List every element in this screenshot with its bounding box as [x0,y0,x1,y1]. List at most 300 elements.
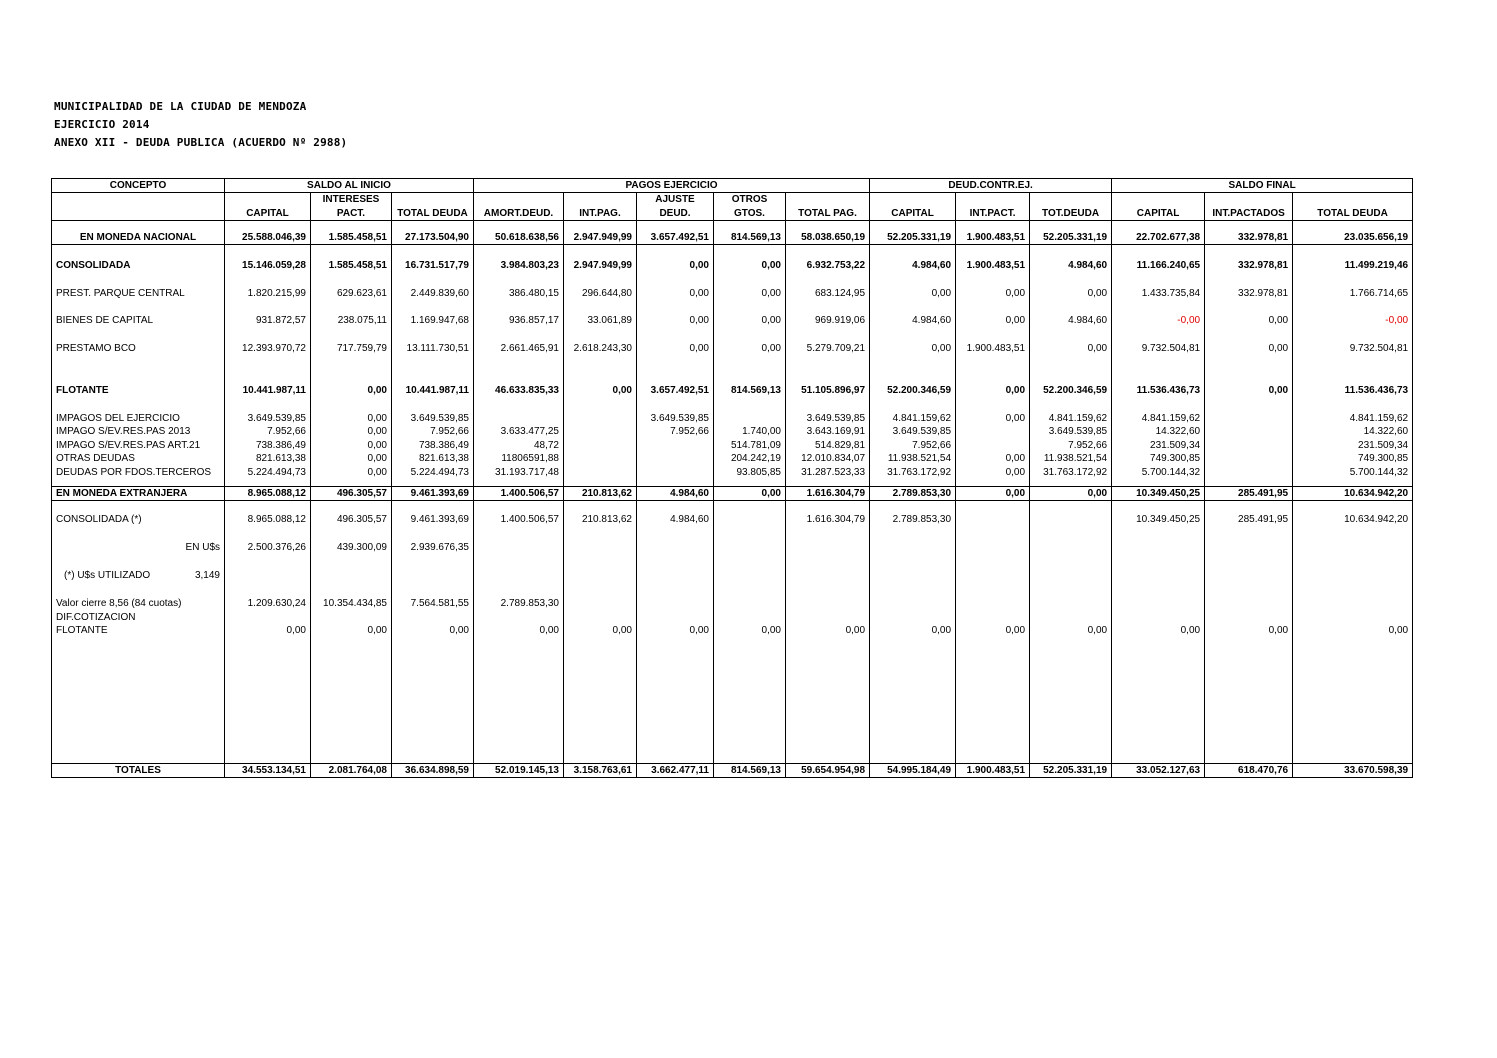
value-cell: 15.146.059,28 [225,259,311,273]
value-cell: 11.938.521,54 [870,452,956,466]
value-cell [1112,569,1205,583]
value-cell: 0,00 [564,384,637,398]
value-cell: 0,00 [956,624,1030,638]
spacer-cell [474,398,564,412]
value-cell: 0,00 [956,384,1030,398]
value-cell: 9.732.504,81 [1112,342,1205,356]
value-cell: 1.585.458,51 [311,231,392,245]
value-cell: 10.354.434,85 [311,597,392,611]
spacer-cell [1205,301,1293,314]
spacer-cell [714,638,786,763]
value-cell: 3.649.539,85 [786,412,870,425]
value-cell [714,597,786,611]
spacer-cell [392,555,474,569]
row-label: TOTALES [52,763,225,777]
value-cell: 31.193.717,48 [474,466,564,479]
table-row [52,193,1413,207]
spacer-cell [564,638,637,763]
value-cell: 4.984,60 [637,486,714,500]
row-bienes [52,314,1413,328]
spacer-cell [1030,555,1112,569]
value-cell [637,597,714,611]
row-label: DEUDAS POR FDOS.TERCEROS [52,466,225,479]
value-cell: -0,00 [1293,314,1413,328]
group-header-saldo-inicio: SALDO AL INICIO [225,179,474,193]
value-cell [786,541,870,555]
spacer-cell [714,479,786,486]
value-cell: 25.588.046,39 [225,231,311,245]
value-cell: 3.649.539,85 [637,412,714,425]
value-cell: 0,00 [956,314,1030,328]
value-cell: 0,00 [956,452,1030,466]
value-cell: 46.633.835,33 [474,384,564,398]
value-cell: 0,00 [956,466,1030,479]
value-cell: 2.939.676,35 [392,541,474,555]
value-cell: 210.813,62 [564,513,637,527]
spacer-cell [225,301,311,314]
value-cell: 749.300,85 [1112,452,1205,466]
value-cell: 10.441.987,11 [392,384,474,398]
spacer-cell [870,301,956,314]
spacer-cell [52,583,225,597]
value-cell: 231.509,34 [1112,439,1205,452]
spacer-cell [392,328,474,342]
spacer-row [52,301,1413,314]
value-cell: 496.305,57 [311,486,392,500]
value-cell: 0,00 [714,624,786,638]
spacer-cell [392,356,474,384]
spacer-cell [786,638,870,763]
spacer-cell [637,301,714,314]
spacer-cell [52,527,225,541]
value-cell: 0,00 [1205,314,1293,328]
column-header: TOTAL DEUDA [392,207,474,221]
spacer-cell [564,356,637,384]
spacer-cell [311,527,392,541]
value-cell: 5.279.709,21 [786,342,870,356]
row-label: (*) U$s UTILIZADO 3,149 [52,569,225,583]
value-cell: 9.461.393,69 [392,513,474,527]
spacer-cell [1293,356,1413,384]
value-cell: 2.789.853,30 [870,513,956,527]
spacer-cell [956,583,1030,597]
spacer-cell [870,244,956,259]
spacer-cell [474,301,564,314]
spacer-cell [956,356,1030,384]
spacer-cell [786,500,870,513]
value-cell: 10.349.450,25 [1112,513,1205,527]
value-cell: 3.984.803,23 [474,259,564,273]
value-cell: 54.995.184,49 [870,763,956,777]
value-cell [714,412,786,425]
spacer-cell [956,301,1030,314]
value-cell: 1.820.215,99 [225,287,311,301]
value-cell: 0,00 [870,624,956,638]
row-terceros [52,466,1413,479]
value-cell: 16.731.517,79 [392,259,474,273]
spacer-cell [225,479,311,486]
value-cell: 0,00 [714,314,786,328]
value-cell: 52.019.145,13 [474,763,564,777]
value-cell: 0,00 [870,342,956,356]
value-cell: 3.657.492,51 [637,231,714,245]
spacer-row [52,244,1413,259]
spacer-cell [474,555,564,569]
spacer-cell [1205,328,1293,342]
value-cell: 48,72 [474,439,564,452]
column-header-top: INTERESES [311,193,392,207]
value-cell: 3.158.763,61 [564,763,637,777]
value-cell: 52.200.346,59 [870,384,956,398]
value-cell [1030,541,1112,555]
value-cell: 52.205.331,19 [1030,231,1112,245]
spacer-cell [474,273,564,287]
spacer-row [52,555,1413,569]
spacer-cell [52,273,225,287]
value-cell: 814.569,13 [714,231,786,245]
value-cell: 93.805,85 [714,466,786,479]
value-cell: 11.938.521,54 [1030,452,1112,466]
spacer-cell [1205,638,1293,763]
spacer-row [52,500,1413,513]
row-label: IMPAGO S/EV.RES.PAS 2013 [52,425,225,439]
column-header-top [564,193,637,207]
spacer-cell [714,555,786,569]
spacer-cell [225,555,311,569]
value-cell: 0,00 [956,287,1030,301]
value-cell [1205,452,1293,466]
value-cell: 332.978,81 [1205,287,1293,301]
spacer-cell [1030,244,1112,259]
spacer-cell [637,398,714,412]
spacer-cell [311,500,392,513]
value-cell: 936.857,17 [474,314,564,328]
value-cell [1293,541,1413,555]
value-cell: 931.872,57 [225,314,311,328]
value-cell: 0,00 [714,259,786,273]
value-cell [637,611,714,624]
value-cell: 821.613,38 [225,452,311,466]
column-header-top [786,193,870,207]
value-cell: 0,00 [311,384,392,398]
row-label: PREST. PARQUE CENTRAL [52,287,225,301]
spacer-cell [225,583,311,597]
row-parque [52,287,1413,301]
value-cell [1030,513,1112,527]
value-cell: 9.732.504,81 [1293,342,1413,356]
spacer-cell [311,221,392,231]
value-cell [564,611,637,624]
value-cell: 1.433.735,84 [1112,287,1205,301]
spacer-cell [311,479,392,486]
spacer-cell [564,221,637,231]
spacer-cell [956,527,1030,541]
spacer-cell [1030,356,1112,384]
spacer-cell [1205,500,1293,513]
value-cell [786,597,870,611]
value-cell: 7.952,66 [225,425,311,439]
spacer-cell [1205,356,1293,384]
value-cell: 0,00 [311,412,392,425]
spacer-cell [1112,221,1205,231]
spacer-cell [637,583,714,597]
value-cell: 3.649.539,85 [225,412,311,425]
value-cell: 12.393.970,72 [225,342,311,356]
spacer-cell [1293,244,1413,259]
group-header-deud-contr: DEUD.CONTR.EJ. [870,179,1112,193]
spacer-cell [870,527,956,541]
spacer-cell [392,500,474,513]
value-cell [956,439,1030,452]
value-cell: 629.623,61 [311,287,392,301]
value-cell: 0,00 [714,287,786,301]
spacer-cell [225,273,311,287]
value-cell: 1.616.304,79 [786,513,870,527]
value-cell [956,425,1030,439]
spacer-cell [392,301,474,314]
value-cell [714,513,786,527]
spacer-cell [637,500,714,513]
value-cell: 0,00 [311,439,392,452]
value-cell: 285.491,95 [1205,513,1293,527]
spacer-cell [786,301,870,314]
value-cell: 7.952,66 [870,439,956,452]
spacer-cell [564,527,637,541]
value-cell: 814.569,13 [714,384,786,398]
spacer-cell [1030,301,1112,314]
value-cell: 969.919,06 [786,314,870,328]
row-label: FLOTANTE [52,624,225,638]
value-cell: 36.634.898,59 [392,763,474,777]
row-label: Valor cierre 8,56 (84 cuotas) [52,597,225,611]
row-totales [52,763,1413,777]
table-row [52,221,1413,231]
column-header-top: OTROS [714,193,786,207]
row-nacional [52,231,1413,245]
value-cell [564,425,637,439]
value-cell: 0,00 [956,412,1030,425]
table-row [52,179,1413,193]
value-cell [1205,425,1293,439]
value-cell: 386.480,15 [474,287,564,301]
spacer-cell [637,221,714,231]
spacer-cell [52,398,225,412]
value-cell: 0,00 [311,425,392,439]
value-cell [714,611,786,624]
value-cell: 514.781,09 [714,439,786,452]
fiscal-year: EJERCICIO 2014 [54,118,150,131]
value-cell: 0,00 [956,486,1030,500]
value-cell: 31.763.172,92 [870,466,956,479]
value-cell: 0,00 [1205,624,1293,638]
spacer-cell [1030,221,1112,231]
spacer-cell [564,583,637,597]
row-impago-2013 [52,425,1413,439]
spacer-cell [1030,479,1112,486]
spacer-cell [1112,638,1205,763]
column-header: PACT. [311,207,392,221]
column-header: CAPITAL [225,207,311,221]
row-dif [52,611,1413,624]
value-cell: 2.789.853,30 [870,486,956,500]
value-cell: 0,00 [714,486,786,500]
value-cell: 33.061,89 [564,314,637,328]
spacer-cell [392,479,474,486]
spacer-cell [1030,500,1112,513]
row-label: DIF.COTIZACION [52,611,225,624]
spacer-cell [714,221,786,231]
spacer-cell [1205,527,1293,541]
value-cell [564,466,637,479]
value-cell: 14.322,60 [1293,425,1413,439]
spacer-cell [311,356,392,384]
value-cell [637,439,714,452]
spacer-cell [714,356,786,384]
value-cell: 4.984,60 [870,314,956,328]
value-cell [637,541,714,555]
value-cell [956,513,1030,527]
value-cell: 3.649.539,85 [392,412,474,425]
column-header-top [225,193,311,207]
row-label: EN MONEDA NACIONAL [52,231,225,245]
value-cell [1293,611,1413,624]
value-cell [564,412,637,425]
value-cell: 4.841.159,62 [1030,412,1112,425]
value-cell [1293,569,1413,583]
value-cell: 4.984,60 [637,513,714,527]
value-cell: 50.618.638,56 [474,231,564,245]
report-title: MUNICIPALIDAD DE LA CIUDAD DE MENDOZA [54,100,307,113]
value-cell: 4.841.159,62 [1112,412,1205,425]
value-cell: 0,00 [474,624,564,638]
spacer-cell [714,527,786,541]
spacer-cell [786,555,870,569]
value-cell: 285.491,95 [1205,486,1293,500]
row-extranjera [52,486,1413,500]
spacer-cell [564,500,637,513]
value-cell [786,611,870,624]
value-cell: 11.536.436,73 [1112,384,1205,398]
value-cell: 332.978,81 [1205,231,1293,245]
spacer-cell [1030,583,1112,597]
value-cell [714,569,786,583]
spacer-cell [786,356,870,384]
spacer-cell [637,328,714,342]
spacer-cell [714,328,786,342]
spacer-row [52,583,1413,597]
value-cell [956,541,1030,555]
spacer-cell [474,527,564,541]
row-label: EN MONEDA EXTRANJERA [52,486,225,500]
value-cell: 0,00 [870,287,956,301]
row-label: FLOTANTE [52,384,225,398]
value-cell: 0,00 [637,287,714,301]
value-cell: 0,00 [1030,624,1112,638]
value-cell: 814.569,13 [714,763,786,777]
column-header: CAPITAL [870,207,956,221]
value-cell: 1.400.506,57 [474,486,564,500]
column-header-top [1205,193,1293,207]
value-cell: 0,00 [311,452,392,466]
row-flot-ext [52,624,1413,638]
spacer-cell [1205,221,1293,231]
spacer-cell [311,555,392,569]
value-cell: 4.984,60 [1030,314,1112,328]
value-cell: 210.813,62 [564,486,637,500]
value-cell: 1.585.458,51 [311,259,392,273]
value-cell: 1.900.483,51 [956,763,1030,777]
spacer-cell [1112,273,1205,287]
value-cell: 31.763.172,92 [1030,466,1112,479]
value-cell [474,412,564,425]
spacer-cell [786,479,870,486]
debt-table [51,178,1413,778]
value-cell: 2.500.376,26 [225,541,311,555]
spacer-cell [564,301,637,314]
spacer-cell [474,356,564,384]
spacer-cell [870,638,956,763]
value-cell [564,569,637,583]
value-cell [870,569,956,583]
row-cierre [52,597,1413,611]
spacer-cell [714,273,786,287]
value-cell [1205,439,1293,452]
usd-rate-value: 3,149 [194,570,220,581]
spacer-cell [786,328,870,342]
spacer-cell [225,244,311,259]
value-cell: 238.075,11 [311,314,392,328]
value-cell: 231.509,34 [1293,439,1413,452]
spacer-cell [225,638,311,763]
value-cell [1293,597,1413,611]
spacer-cell [311,328,392,342]
spacer-cell [311,273,392,287]
value-cell: 683.124,95 [786,287,870,301]
spacer-cell [637,527,714,541]
column-header-top: AJUSTE [637,193,714,207]
value-cell: 3.662.477,11 [637,763,714,777]
value-cell: 738.386,49 [225,439,311,452]
column-header-top [1030,193,1112,207]
column-header: GTOS. [714,207,786,221]
spacer-cell [637,273,714,287]
value-cell [637,466,714,479]
spacer-cell [714,301,786,314]
value-cell: 4.841.159,62 [1293,412,1413,425]
spacer-cell [637,555,714,569]
value-cell: 717.759,79 [311,342,392,356]
value-cell: 2.449.839,60 [392,287,474,301]
value-cell: 5.700.144,32 [1112,466,1205,479]
value-cell: 296.644,80 [564,287,637,301]
spacer-cell [1293,555,1413,569]
spacer-cell [311,583,392,597]
column-header: TOT.DEUDA [1030,207,1112,221]
value-cell [225,569,311,583]
spacer-cell [956,273,1030,287]
spacer-cell [870,273,956,287]
value-cell [1030,597,1112,611]
spacer-cell [225,221,311,231]
value-cell: 1.900.483,51 [956,231,1030,245]
value-cell: 7.952,66 [392,425,474,439]
spacer-cell [786,398,870,412]
value-cell: 5.224.494,73 [225,466,311,479]
spacer-cell [474,328,564,342]
value-cell: 10.634.942,20 [1293,513,1413,527]
spacer-cell [1030,273,1112,287]
value-cell [956,597,1030,611]
